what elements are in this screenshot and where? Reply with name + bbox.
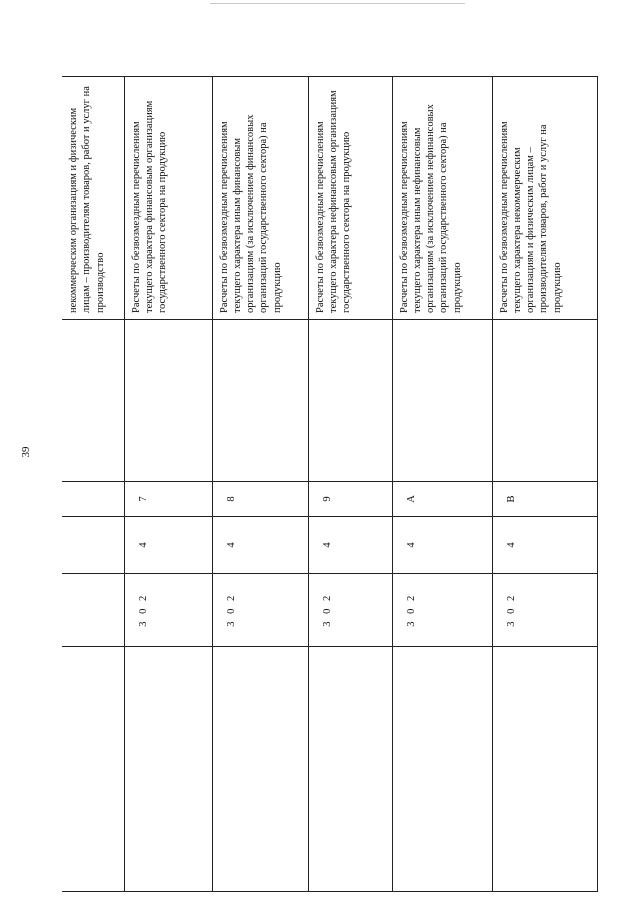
account-description: Расчеты по безвозмездным перечислениям текущего характера нефинансовым организациям государственного сектора на продукцию bbox=[308, 77, 392, 320]
account-description: Расчеты по безвозмездным перечислениям текущего характера иным финансовым организациям (за исключением финансовых организаций государственного сектора) на продукцию bbox=[212, 77, 308, 320]
accounts-table bbox=[62, 76, 598, 892]
analytic-code bbox=[62, 517, 124, 574]
empty-cell bbox=[62, 320, 124, 482]
table-row bbox=[62, 77, 124, 892]
kosgu-code: 9 bbox=[308, 482, 392, 517]
analytic-code: 4 bbox=[124, 517, 212, 574]
empty-cell bbox=[62, 647, 124, 892]
kosgu-code: В bbox=[492, 482, 597, 517]
analytic-code: 4 bbox=[308, 517, 392, 574]
empty-cell bbox=[124, 320, 212, 482]
empty-cell bbox=[392, 320, 492, 482]
table-row bbox=[124, 77, 212, 892]
empty-cell bbox=[492, 647, 597, 892]
table-row bbox=[212, 77, 308, 892]
empty-cell bbox=[212, 647, 308, 892]
account-code: 3 0 2 bbox=[392, 574, 492, 647]
empty-cell bbox=[212, 320, 308, 482]
analytic-code: 4 bbox=[492, 517, 597, 574]
table-row bbox=[308, 77, 392, 892]
account-code bbox=[62, 574, 124, 647]
analytic-code: 4 bbox=[392, 517, 492, 574]
top-rule bbox=[210, 3, 465, 4]
account-code: 3 0 2 bbox=[492, 574, 597, 647]
account-code: 3 0 2 bbox=[212, 574, 308, 647]
analytic-code: 4 bbox=[212, 517, 308, 574]
account-description: Расчеты по безвозмездным перечислениям текущего характера финансовым организациям государственного сектора на продукцию bbox=[124, 77, 212, 320]
account-code: 3 0 2 bbox=[124, 574, 212, 647]
empty-cell bbox=[308, 320, 392, 482]
table-row bbox=[492, 77, 597, 892]
empty-cell bbox=[392, 647, 492, 892]
kosgu-code: 8 bbox=[212, 482, 308, 517]
empty-cell bbox=[308, 647, 392, 892]
account-description: Расчеты по безвозмездным перечислениям текущего характера иным нефинансовым организациям (за исключением нефинансовых организаций государственного сектора) на продукцию bbox=[392, 77, 492, 320]
page-number: 39 bbox=[20, 446, 32, 458]
kosgu-code: А bbox=[392, 482, 492, 517]
kosgu-code bbox=[62, 482, 124, 517]
account-description: некоммерческим организациям и физическим лицам – производителям товаров, работ и услуг на производство bbox=[62, 77, 124, 320]
table-row bbox=[392, 77, 492, 892]
rotated-table-container bbox=[62, 77, 597, 892]
empty-cell bbox=[124, 647, 212, 892]
kosgu-code: 7 bbox=[124, 482, 212, 517]
account-code: 3 0 2 bbox=[308, 574, 392, 647]
empty-cell bbox=[492, 320, 597, 482]
account-description: Расчеты по безвозмездным перечислениям текущего характера некоммерческим организациям и физическим лицам – производителям товаров, работ и услуг на продукцию bbox=[492, 77, 597, 320]
